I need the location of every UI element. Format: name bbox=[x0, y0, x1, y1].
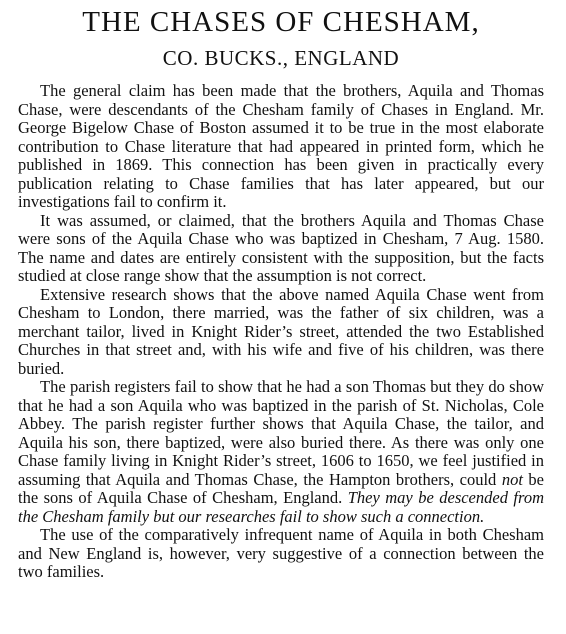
paragraph-2: It was assumed, or claimed, that the brothers Aquila and Thomas Chase were sons of the Aquila Chase who was baptized in Chesham, 7 Aug. 1580. The name and dates are entirely consistent with the supposition, but the facts studied at close range show that the assumption is not correct. bbox=[18, 210, 544, 285]
paragraph-4-italic-sentence: They may be descended from the Chesham family but our researches fail to show such a connection. bbox=[18, 488, 544, 526]
document-page bbox=[0, 6, 566, 634]
paragraph-1: The general claim has been made that the brothers, Aquila and Thomas Chase, were descendants of the Chesham family of Chases in England. Mr. George Bigelow Chase of Boston assumed it to be true in the most elaborate contribution to Chase literature that had appeared in printed form, which he published in 1869. This connection has been given in practically every publication relating to Chase families that has later appeared, but our investigations fail to confirm it. bbox=[18, 81, 544, 211]
paragraph-4-text-b: be the sons of Aquila Chase of Chesham, England. bbox=[18, 469, 544, 507]
document-body bbox=[18, 82, 544, 582]
paragraph-5: The use of the comparatively infrequent name of Aquila in both Chesham and New England is, however, very suggestive of a connection between the two families. bbox=[18, 525, 544, 581]
document-subtitle: CO. BUCKS., ENGLAND bbox=[162, 46, 400, 70]
document-title: THE CHASES OF CHESHAM, bbox=[82, 6, 480, 38]
paragraph-4-emphasis-not: not bbox=[501, 469, 523, 489]
paragraph-4 bbox=[18, 378, 544, 526]
paragraph-3: Extensive research shows that the above named Aquila Chase went from Chesham to London, there married, was the father of six children, was a merchant tailor, lived in Knight Rider’s street, attended the two Established Churches in that street and, with his wife and five of his children, was there buried. bbox=[18, 284, 544, 378]
paragraph-4-text-a: The parish registers fail to show that he had a son Thomas but they do show that he had a son Aquila who was baptized in the parish of St. Nicholas, Cole Abbey. The parish register further shows that Aquila Chase, the tailor, and Aquila his son, there baptized, were also buried there. As there was only one Chase family living in Knight Rider’s street, 1606 to 1650, we feel justified in assuming that Aquila and Thomas Chase, the Hampton brothers, could bbox=[18, 377, 544, 489]
